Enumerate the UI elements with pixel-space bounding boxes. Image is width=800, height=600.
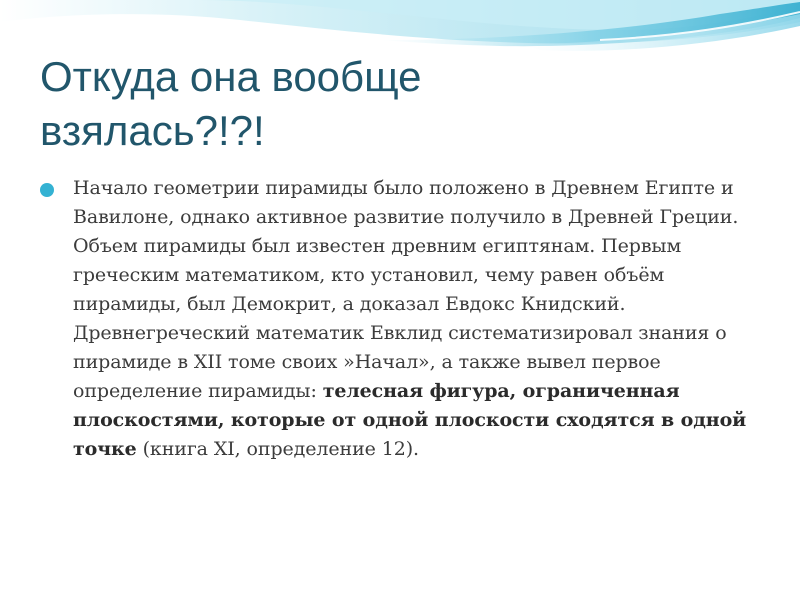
paragraph-reference: (книга XI, определение 12). [136, 438, 419, 460]
slide-title: Откуда она вообще взялась?!?! [40, 53, 422, 154]
paragraph-text: Начало геометрии пирамиды было положено в Древнем Египте и Вавилоне, однако активное развитие получило в Древней Греции. Объем пирамиды был известен древним египтянам. Первым греческим математиком, кто установил, чему равен объём пирамиды, был Демокрит, а доказал Евдокс Книдский. Древнегреческий математик Евклид систематизировал знания о пирамиде в XII томе своих »Начал», а также вывел первое определение пирамиды: [73, 177, 739, 402]
bullet-item [40, 174, 752, 464]
slide-content [40, 174, 752, 464]
bullet-icon [40, 183, 54, 197]
paragraph-definition-bold: телесная фигура, ограниченная плоскостями, которые от одной плоскости сходятся в одной точке [73, 380, 747, 460]
bullet-paragraph [73, 174, 752, 464]
